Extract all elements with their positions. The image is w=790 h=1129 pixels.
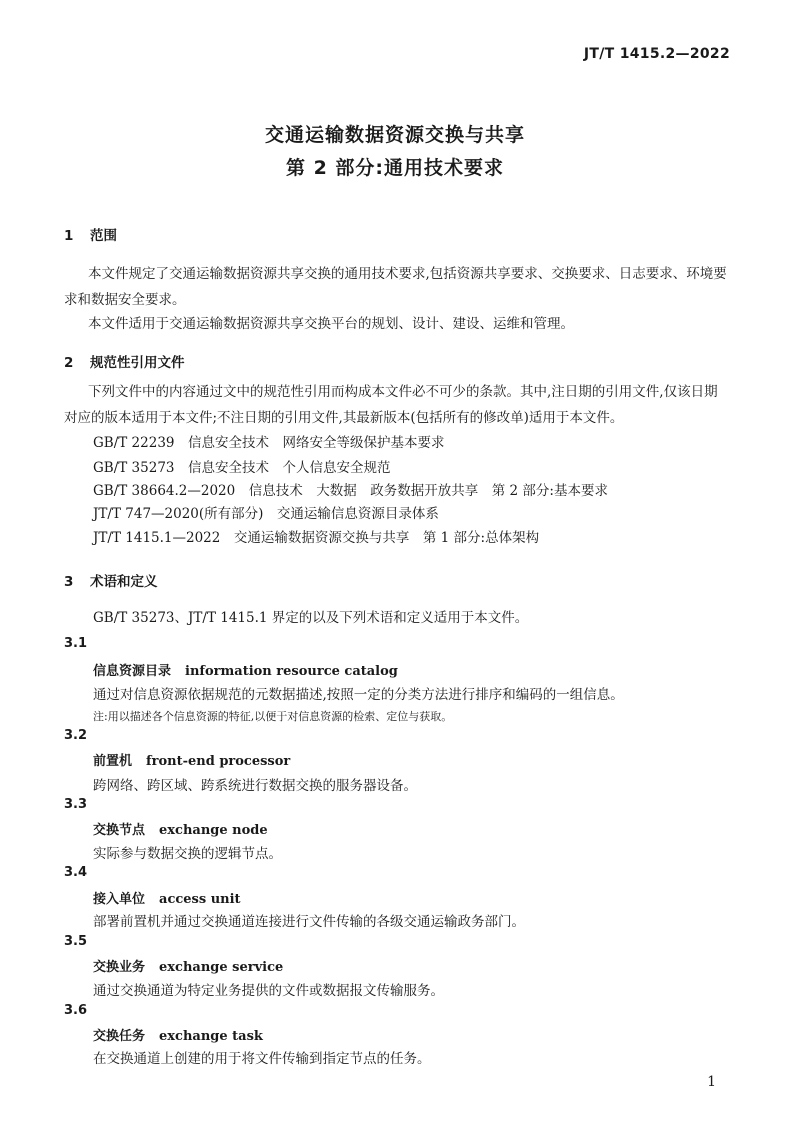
reference-item: JT/T 747—2020(所有部分) 交通运输信息资源目录体系	[93, 506, 439, 522]
reference-item: GB/T 38664.2—2020 信息技术 大数据 政务数据开放共享 第 2 部分:基本要求	[93, 483, 608, 499]
term-zh: 交换任务	[93, 1029, 146, 1044]
term-zh: 前置机	[93, 754, 133, 769]
term-number: 3.4	[64, 865, 88, 880]
reference-item: GB/T 22239 信息安全技术 网络安全等级保护基本要求	[93, 435, 445, 451]
scope-paragraph-2: 本文件适用于交通运输数据资源共享交换平台的规划、设计、建设、运维和管理。	[88, 316, 574, 332]
document-id: JT/T 1415.2—2022	[583, 46, 730, 62]
term-number: 3.3	[64, 797, 88, 812]
term-heading	[93, 819, 268, 838]
term-zh: 交换业务	[93, 960, 146, 975]
section-title: 术语和定义	[90, 574, 158, 590]
document-title-line1: 交通运输数据资源交换与共享	[264, 124, 525, 146]
term-definition: 通过交换通道为特定业务提供的文件或数据报文传输服务。	[93, 983, 444, 999]
section-title: 范围	[90, 228, 117, 244]
term-number: 3.1	[64, 636, 88, 651]
reference-item: GB/T 35273 信息安全技术 个人信息安全规范	[93, 460, 391, 476]
section-heading-terms	[64, 570, 158, 590]
reference-item: JT/T 1415.1—2022 交通运输数据资源交换与共享 第 1 部分:总体架构	[93, 530, 540, 546]
term-zh: 接入单位	[93, 892, 146, 907]
scope-paragraph-1: 本文件规定了交通运输数据资源共享交换的通用技术要求,包括资源共享要求、交换要求、日志要求、环境要求和数据安全要求。	[64, 266, 727, 308]
section-number: 2	[64, 355, 74, 371]
section-heading-scope	[64, 224, 117, 244]
term-heading	[93, 750, 290, 769]
term-en: exchange service	[159, 960, 284, 975]
term-number: 3.6	[64, 1003, 88, 1018]
term-heading	[93, 660, 398, 679]
term-number: 3.2	[64, 728, 88, 743]
term-en: exchange node	[159, 823, 268, 838]
term-definition: 通过对信息资源依据规范的元数据描述,按照一定的分类方法进行排序和编码的一组信息。	[93, 687, 624, 703]
term-zh: 交换节点	[93, 823, 146, 838]
page-number: 1	[707, 1074, 716, 1090]
term-definition: 部署前置机并通过交换通道连接进行文件传输的各级交通运输政务部门。	[93, 914, 525, 930]
term-heading	[93, 888, 241, 907]
section-number: 1	[64, 228, 74, 244]
section-number: 3	[64, 574, 74, 590]
term-number: 3.5	[64, 934, 88, 949]
term-en: access unit	[159, 892, 241, 907]
term-heading	[93, 1025, 263, 1044]
term-heading	[93, 956, 283, 975]
term-en: front-end processor	[146, 754, 291, 769]
term-definition: 在交换通道上创建的用于将文件传输到指定节点的任务。	[93, 1051, 431, 1067]
term-note: 注:用以描述各个信息资源的特征,以便于对信息资源的检索、定位与获取。	[93, 710, 453, 723]
section-title: 规范性引用文件	[90, 355, 185, 371]
section-heading-normative-references	[64, 351, 185, 371]
term-zh: 信息资源目录	[93, 664, 172, 679]
document-title-line2: 第 2 部分:通用技术要求	[285, 157, 505, 179]
term-en: exchange task	[159, 1029, 263, 1044]
terms-intro: GB/T 35273、JT/T 1415.1 界定的以及下列术语和定义适用于本文件。	[93, 610, 529, 626]
term-en: information resource catalog	[185, 664, 398, 679]
normative-intro: 下列文件中的内容通过文中的规范性引用而构成本文件必不可少的条款。其中,注日期的引用文件,仅该日期对应的版本适用于本文件;不注日期的引用文件,其最新版本(包括所有的修改单)适用于本文件。	[64, 384, 718, 426]
term-definition: 实际参与数据交换的逻辑节点。	[93, 846, 282, 862]
term-definition: 跨网络、跨区域、跨系统进行数据交换的服务器设备。	[93, 778, 417, 794]
